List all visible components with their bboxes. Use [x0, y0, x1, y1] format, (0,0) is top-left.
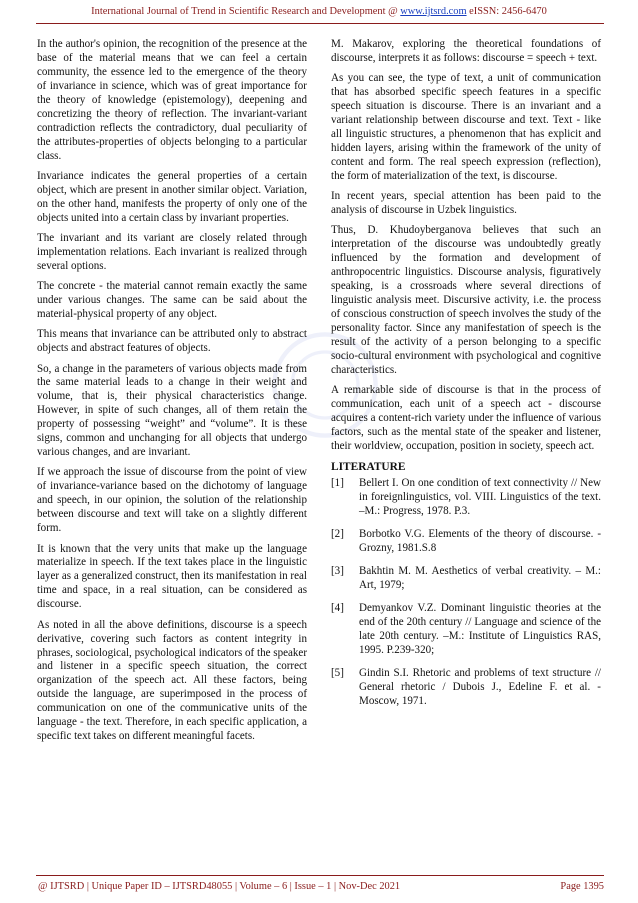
journal-issn: eISSN: 2456-6470: [469, 6, 547, 17]
reference-item: [331, 477, 601, 519]
paragraph: Thus, D. Khudoyberganova believes that such an interpretation of the discourse was undoubtedly greatly influenced by the formation and development of anthropocentric linguistics. Discourse analysis, figuratively speaking, is a crossroads where several directions of linguistic analysis meet. Discursive activity, i.e. the process of conscious construction of speech involves the study of the personality factor. Since any manifestation of speech is the result of the activity of a person belonging to a specific socio-cultural environment with psychological and cognitive characteristics.: [331, 224, 601, 376]
reference-item: [331, 565, 601, 593]
reference-item: [331, 528, 601, 556]
paragraph: The invariant and its variant are closely related through implementation relations. Each invariant is realized through several options.: [37, 231, 307, 272]
paragraph: A remarkable side of discourse is that in the process of communication, each unit of a speech act - discourse acquires a content-rich variety under the influence of various factors, such as the mental state of the speaker and listener, their worldview, occupation, position in society, speech act.: [331, 384, 601, 452]
reference-text: Demyankov V.Z. Dominant linguistic theories at the end of the 20th century // Language and science of the late 20th century. –M.: Institute of Linguistics RAS, 1995. P.239-320;: [359, 601, 601, 656]
running-footer: [38, 881, 604, 892]
reference-list: [331, 477, 601, 708]
reference-text: Gindin S.I. Rhetoric and problems of text structure // General rhetoric / Dubois J., Edeline F. et al. - Moscow, 1971.: [359, 666, 601, 707]
reference-number: [4]: [331, 601, 344, 614]
reference-item: [331, 667, 601, 709]
right-column: [331, 38, 601, 718]
reference-item: [331, 602, 601, 658]
footer-divider: [36, 875, 604, 876]
reference-number: [2]: [331, 528, 344, 541]
paragraph: The concrete - the material cannot remain exactly the same under various changes. The same can be said about the material-physical property of any object.: [37, 280, 307, 321]
paragraph: In recent years, special attention has been paid to the analysis of discourse in Uzbek linguistics.: [331, 190, 601, 217]
paragraph: Invariance indicates the general properties of a certain object, which are present in another similar object. Variation, on the other hand, manifests the property of only one of the objects united into a certain class by invariant properties.: [37, 169, 307, 224]
paragraph: If we approach the issue of discourse from the point of view of invariance-variance based on the dichotomy of language and speech, in our opinion, the solution of the relationship between discourse and text will take on a slightly different form.: [37, 466, 307, 535]
reference-number: [5]: [331, 666, 344, 679]
header-divider: [36, 23, 604, 24]
page-number: Page 1395: [560, 881, 604, 892]
journal-url-link[interactable]: www.ijtsrd.com: [400, 6, 467, 17]
left-column: [37, 38, 307, 750]
literature-heading: LITERATURE: [331, 461, 406, 474]
paragraph: As you can see, the type of text, a unit of communication that has absorbed specific speech features in a specific speech situation is discourse. There is an invariant and a variant relationship between discourse and text. Text - like all linguistic structures, a phenomenon that has explicit and hidden layers, arising within the framework of the unity of content and form. The real speech expression (reflection), the form of materialization of the text, is discourse.: [331, 72, 601, 182]
reference-number: [1]: [331, 477, 344, 490]
paragraph: It is known that the very units that make up the language materialize in speech. If the text takes place in the linguistic layer as a generalized construct, then its manifestation in real time and space, in a real situation, can be considered as discourse.: [37, 542, 307, 611]
paragraph: M. Makarov, exploring the theoretical foundations of discourse, interprets it as follows: discourse = speech + text.: [331, 38, 601, 64]
journal-name: International Journal of Trend in Scientific Research and Development @: [91, 6, 398, 17]
reference-number: [3]: [331, 564, 344, 577]
paragraph: This means that invariance can be attributed only to abstract objects and abstract features of objects.: [37, 328, 307, 355]
running-header: [0, 6, 638, 17]
paragraph: In the author's opinion, the recognition of the presence at the base of the material means that we can feel a certain community, the essence led to the emergence of the theory of invariance in science, which was of great importance for the theory of knowledge (epistemology), deepening and concretizing the theory of reflection. The invariant-variant contradiction reflects the contradictory, dual peculiarity of the attributes-properties of objects belonging to a particular class.: [37, 38, 307, 162]
reference-text: Bellert I. On one condition of text connectivity // New in foreignlinguistics, vol. VIII. Linguistics of the text. –M.: Progress, 1978. P.3.: [359, 477, 601, 518]
paragraph: So, a change in the parameters of various objects made from the same material leads to a change in their weight and volume, that is, their physical characteristics change. However, in spite of such changes, all of them retain the property of possessing “weight” and “volume”. It is these signs, common and unchanging for all objects that undergo various changes, and are invariant.: [37, 362, 307, 459]
paragraph: As noted in all the above definitions, discourse is a speech derivative, covering such factors as content integrity in phrases, sociological, psychological indicators of the speaker and listener in a specific speech situation, the correct organization of the speech act. All these factors, being outside the language, are superimposed in the process of communication on one of the communicative units of the language - the text. Therefore, in each specific application, a specific text takes on different meaningful facets.: [37, 618, 307, 743]
footer-paper-info: @ IJTSRD | Unique Paper ID – IJTSRD48055 | Volume – 6 | Issue – 1 | Nov-Dec 2021: [38, 881, 401, 892]
reference-text: Borbotko V.G. Elements of the theory of discourse. - Grozny, 1981.S.8: [359, 528, 601, 554]
reference-text: Bakhtin M. M. Aesthetics of verbal creativity. – M.: Art, 1979;: [359, 564, 601, 591]
